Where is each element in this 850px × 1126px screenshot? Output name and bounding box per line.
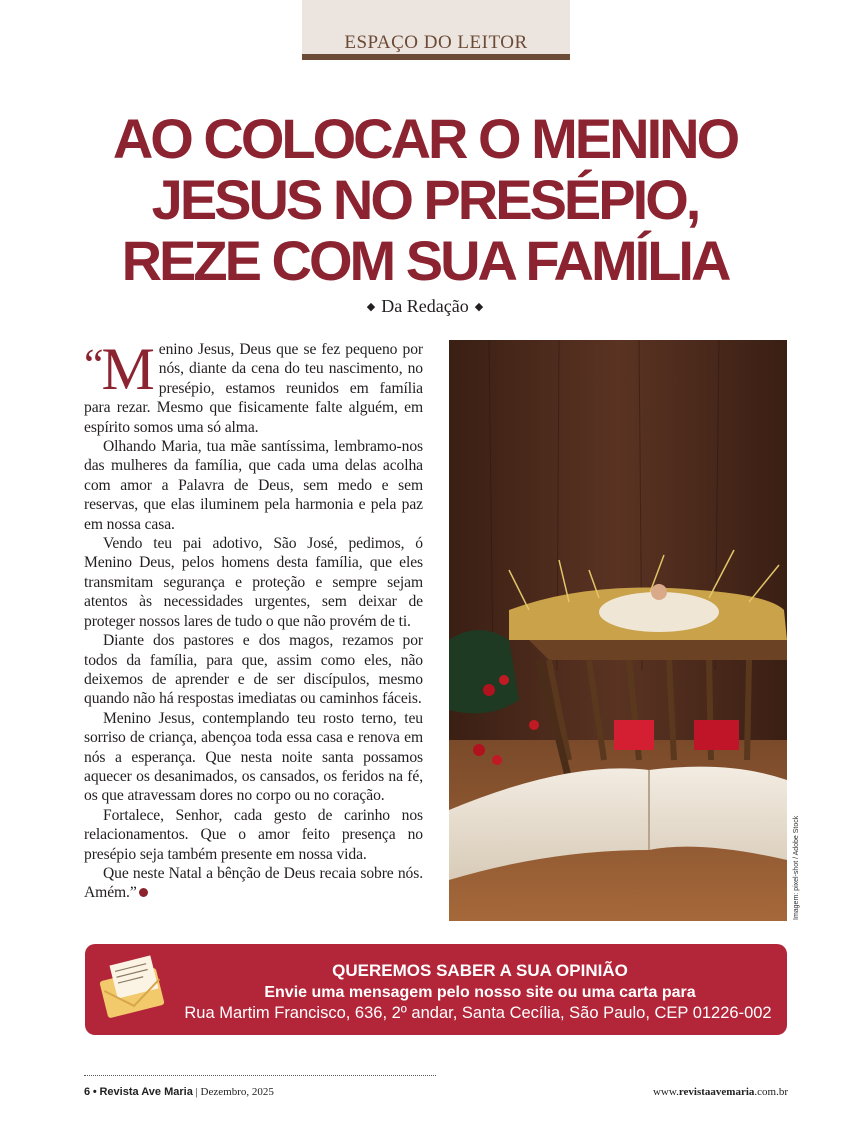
site-name: revistaavemaria bbox=[678, 1086, 755, 1098]
headline-line-2: JESUS NO PRESÉPIO, bbox=[151, 168, 699, 231]
section-label: ESPAÇO DO LEITOR bbox=[344, 32, 528, 53]
paragraph: Menino Jesus, contemplando teu rosto terno, teu sorriso de criança, abençoa toda essa casa e renova em nós a esperança. Que nesta noite santa possamos aquecer os desanimados, os cansados, os feridos na fé, os que atravessam dores no corpo ou no coração. bbox=[84, 709, 423, 805]
nativity-illustration bbox=[449, 340, 787, 921]
paragraph-text: Que neste Natal a bênção de Deus recaia sobre nós. Amém.” bbox=[84, 864, 423, 902]
section-tab bbox=[302, 0, 570, 60]
byline-author: Da Redação bbox=[381, 296, 469, 316]
byline bbox=[0, 296, 850, 317]
footer-page-info bbox=[84, 1086, 274, 1098]
footer-separator: | bbox=[195, 1086, 198, 1098]
end-mark-icon bbox=[139, 888, 148, 897]
paragraph: Fortalece, Senhor, cada gesto de carinho nos relacionamentos. Que o amor feito presença no presépio seja também presente em nossa vida. bbox=[84, 806, 423, 863]
drop-cap bbox=[84, 336, 155, 402]
website-link[interactable] bbox=[653, 1086, 788, 1098]
paragraph-text: enino Jesus, Deus que se fez pequeno por nós, diante da cena do teu nascimento, no presépio, estamos reunidos em família para rezar. Mesmo que fisicamente falte alguém, em espírito somos uma só alma. bbox=[84, 341, 423, 436]
paragraph bbox=[84, 336, 423, 437]
headline-line-3: REZE COM SUA FAMÍLIA bbox=[121, 229, 729, 292]
article-body bbox=[84, 336, 423, 903]
headline-line-1: AO COLOCAR O MENINO bbox=[112, 107, 738, 170]
site-suffix: .com.br bbox=[754, 1086, 788, 1098]
headline bbox=[60, 108, 790, 291]
banner-title: QUEREMOS SABER A SUA OPINIÃO bbox=[332, 961, 628, 980]
diamond-icon: ◆ bbox=[474, 301, 484, 313]
banner-subtitle: Envie uma mensagem pelo nosso site ou uma carta para bbox=[264, 984, 696, 1001]
magazine-name: Revista Ave Maria bbox=[99, 1086, 193, 1098]
reader-opinion-banner bbox=[85, 944, 787, 1035]
open-quote: “ bbox=[84, 340, 102, 389]
photo-credit-text: Imagem: pixel-shot / Adobe Stock bbox=[793, 815, 800, 920]
paragraph bbox=[84, 864, 423, 903]
paragraph: Vendo teu pai adotivo, São José, pedimos, ó Menino Deus, pelos homens desta família, que eles transmitam segurança e proteção e sempre sejam atentos às necessidades urgentes, sem deixar de proteger nossos lares de tudo o que não provém de ti. bbox=[84, 535, 423, 630]
paragraph: Olhando Maria, tua mãe santíssima, lembramo-nos das mulheres da família, que cada uma delas acolha com amor a Palavra de Deus, sem medo e sem reservas, que elas iluminem pela harmonia e pela paz em nossa casa. bbox=[84, 438, 423, 533]
banner-address: Rua Martim Francisco, 636, 2º andar, Santa Cecília, São Paulo, CEP 01226-002 bbox=[184, 1004, 772, 1022]
diamond-icon: ◆ bbox=[366, 301, 376, 313]
paragraph: Diante dos pastores e dos magos, rezamos por todos da família, para que, assim como eles, não deixemos de aprender e de ser discípulos, mesmo quando não há respostas imediatas ou caminhos fáceis. bbox=[84, 632, 423, 708]
issue-date: Dezembro, 2025 bbox=[200, 1086, 274, 1098]
footer-divider bbox=[84, 1075, 436, 1076]
nativity-photo bbox=[449, 340, 787, 921]
page-number: 6 bbox=[84, 1086, 91, 1098]
site-prefix: www. bbox=[652, 1086, 679, 1098]
drop-cap-letter: M bbox=[101, 336, 155, 402]
envelope-icon bbox=[97, 952, 169, 1018]
footer-bullet: • bbox=[92, 1086, 97, 1098]
photo-credit bbox=[790, 815, 802, 920]
